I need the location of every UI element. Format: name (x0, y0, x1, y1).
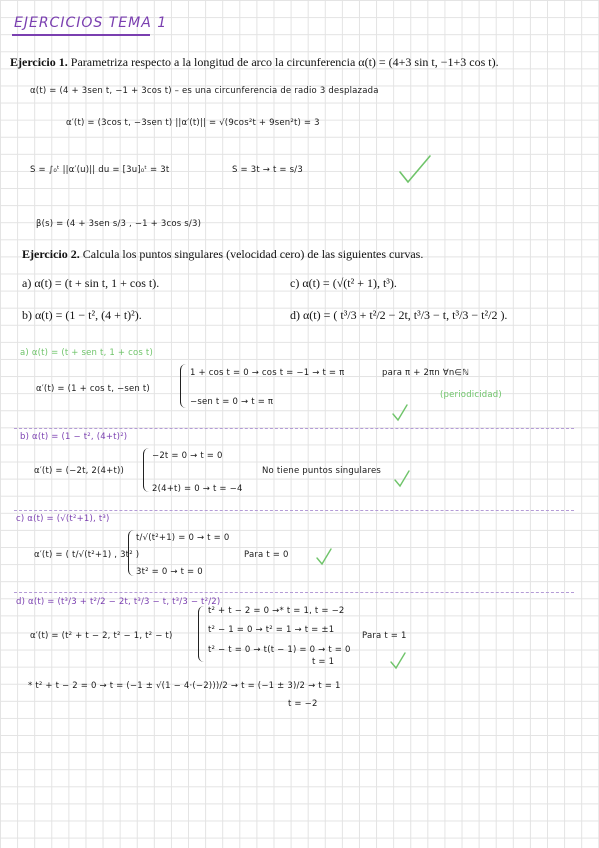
exercise-1-statement (10, 55, 499, 70)
sol-b-eq-2: 2(4+t) = 0 → t = −4 (152, 484, 243, 494)
exercise-1-text: Parametriza respecto a la longitud de arco la circunferencia α(t) = (4+3 sin t, −1+3 cos t). (70, 55, 499, 69)
sol-b-eq-1: −2t = 0 → t = 0 (152, 451, 223, 461)
ex1-line-3: S = ∫₀ᵗ ||α′(u)|| du = [3u]₀ᵗ = 3t (30, 165, 170, 175)
exercise-2-item-c: c) α(t) = (√(t² + 1), t³). (290, 276, 397, 290)
separator (14, 510, 574, 511)
exercise-2-item-d: d) α(t) = ( t³/3 + t²/2 − 2t, t³/3 − t, t³/3 − t²/2 ). (290, 308, 508, 322)
sol-d-note: Para t = 1 (362, 631, 407, 641)
title-underline (12, 34, 150, 36)
sol-a-derivative: α′(t) = (1 + cos t, −sen t) (36, 384, 150, 394)
check-mark-icon (316, 548, 332, 566)
sol-a-brace (180, 364, 187, 408)
sol-c-note: Para t = 0 (244, 550, 289, 560)
sol-b-brace (143, 448, 150, 492)
sol-a-eq-2: −sen t = 0 → t = π (190, 397, 274, 407)
sol-c-brace (128, 530, 135, 576)
sol-c-derivative: α′(t) = ( t/√(t²+1) , 3t² ) (34, 550, 140, 560)
sol-a-note: para π + 2πn ∀n∈ℕ (382, 368, 470, 378)
exercise-2-item-b: b) α(t) = (1 − t², (4 + t)²). (22, 308, 142, 322)
sol-d-aux-2: t = −2 (288, 699, 318, 709)
sol-a-note-2: (periodicidad) (440, 390, 502, 400)
ex1-line-1: α(t) = (4 + 3sen t, −1 + 3cos t) – es una circunferencia de radio 3 desplazada (30, 86, 379, 96)
sol-b-note: No tiene puntos singulares (262, 466, 382, 476)
exercise-2-statement (22, 247, 423, 262)
sol-c-eq-2: 3t² = 0 → t = 0 (136, 567, 203, 577)
check-mark-icon (392, 404, 408, 422)
sol-b-derivative: α′(t) = (−2t, 2(4+t)) (34, 466, 125, 476)
sol-a-eq-1: 1 + cos t = 0 → cos t = −1 → t = π (190, 368, 345, 378)
sol-b-heading: b) α(t) = (1 − t², (4+t)²) (20, 432, 128, 442)
separator (14, 592, 574, 593)
exercise-2-item-a: a) α(t) = (t + sin t, 1 + cos t). (22, 276, 160, 290)
sol-d-eq-3: t² − t = 0 → t(t − 1) = 0 → t = 0 (208, 645, 351, 655)
sol-d-heading: d) α(t) = (t³/3 + t²/2 − 2t, t³/3 − t, t³/3 − t²/2) (16, 597, 221, 607)
ex1-line-2: α′(t) = (3cos t, −3sen t) ||α′(t)|| = √(9cos²t + 9sen²t) = 3 (66, 118, 320, 128)
page-title: EJERCICIOS TEMA 1 (14, 15, 168, 31)
exercise-2-text: Calcula los puntos singulares (velocidad cero) de las siguientes curvas. (82, 247, 424, 261)
sol-c-heading: c) α(t) = (√(t²+1), t³) (16, 514, 110, 524)
separator (14, 428, 574, 429)
sol-a-heading: a) α(t) = (t + sen t, 1 + cos t) (20, 348, 153, 358)
check-mark-icon (390, 652, 406, 670)
sol-d-brace (198, 606, 205, 662)
sol-c-eq-1: t/√(t²+1) = 0 → t = 0 (136, 533, 230, 543)
exercise-2-label: Ejercicio 2. (22, 247, 80, 261)
sol-d-eq-3b: t = 1 (312, 657, 335, 667)
check-mark-icon (398, 154, 432, 186)
ex1-line-5: β(s) = (4 + 3sen s/3 , −1 + 3cos s/3) (36, 219, 202, 229)
sol-d-eq-1: t² + t − 2 = 0 →* t = 1, t = −2 (208, 606, 345, 616)
ex1-line-4: S = 3t → t = s/3 (232, 165, 303, 175)
sol-d-aux: * t² + t − 2 = 0 → t = (−1 ± √(1 − 4·(−2)))/2 → t = (−1 ± 3)/2 → t = 1 (28, 681, 341, 691)
sol-d-derivative: α′(t) = (t² + t − 2, t² − 1, t² − t) (30, 631, 173, 641)
exercise-1-label: Ejercicio 1. (10, 55, 68, 69)
sol-d-eq-2: t² − 1 = 0 → t² = 1 → t = ±1 (208, 625, 335, 635)
check-mark-icon (394, 470, 410, 488)
